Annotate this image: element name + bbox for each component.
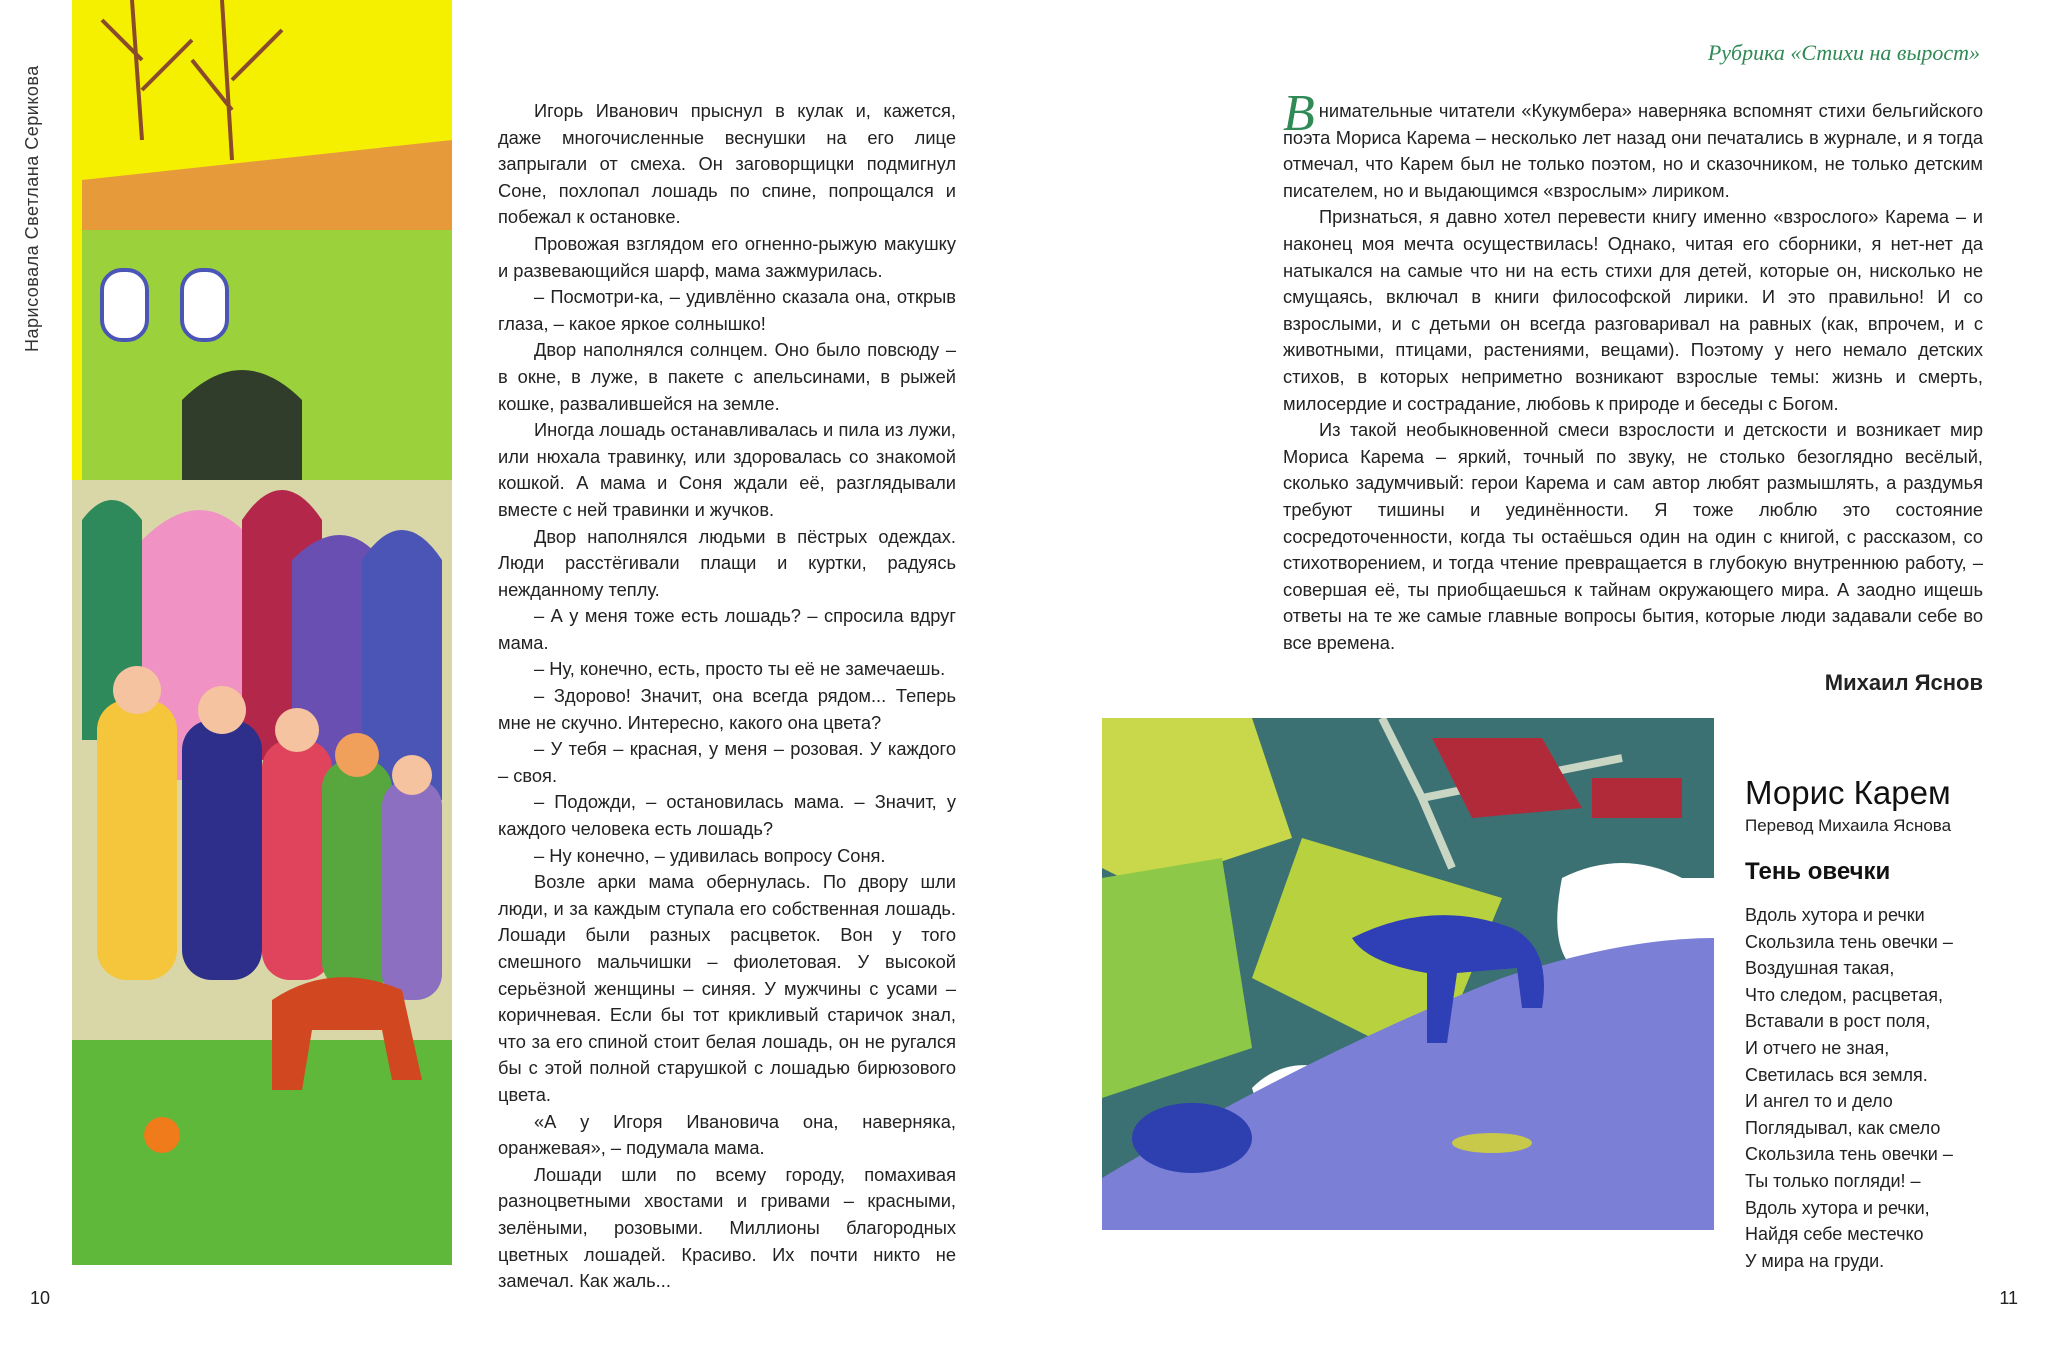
poem-line: Поглядывал, как смело [1745,1117,1941,1138]
story-text [498,98,956,1295]
story-paragraph: – Ну конечно, – удивилась вопросу Соня. [534,844,886,866]
story-paragraph: – У тебя – красная, у меня – розовая. У каждого – своя. [498,738,956,786]
story-paragraph: – Ну, конечно, есть, просто ты её не замечаешь. [534,658,946,680]
poem-line: Ты только погляди! – [1745,1170,1921,1191]
poem-line: Вдоль хутора и речки, [1745,1197,1930,1218]
illustration-credit: Нарисовала Светлана Серикова [22,65,42,352]
poem-translator: Перевод Михаила Яснова [1745,816,1952,835]
story-paragraph: – А у меня тоже есть лошадь? – спросила вдруг мама. [498,605,956,653]
poem-line: И отчего не зная, [1745,1037,1890,1058]
poem-line: Что следом, расцветая, [1745,984,1943,1005]
story-paragraph: – Подожди, – остановилась мама. – Значит, у каждого человека есть лошадь? [498,791,956,840]
poem-author: Морис Карем [1745,774,1951,811]
page-number-left: 10 [30,1288,51,1308]
poem-line: Скользила тень овечки – [1745,931,1953,952]
intro-paragraph: Из такой необыкновенной смеси взрослости и детскости и возникает мир Мориса Карема – яркий, точный по звуку, не столько безоглядно весёлый, сколько задумчивый: герои Карема и сам автор любят размышлять, а раздумья требуют тишины и уединённости. Я тоже люблю это состояние сосредоточенности, когда ты остаёшься один на один с книгой, с рассказом, со стихотворением, и тогда чтение превращается в глубокую внутреннюю работу, – совершая её, ты приобщаешься к тайнам окружающего мира. А заодно ищешь ответы на те же самые главные вопросы бытия, которые люди задавали себе во все времена. [1283,419,1983,653]
poem-lines [1745,902,1995,1274]
story-paragraph: Возле арки мама обернулась. По двору шли люди, и за каждым ступала его собственная лошадь. Лошади были разных расцветок. Вон у того смешного мальчишки – фиолетовая. У высокой серьёзной женщины – синяя. У мужчины с усами – коричневая. Если бы тот крикливый старичок знал, что за его спиной стоит белая лошадь, он не ругался бы с этой полной старушкой с лошадью бирюзового цвета. [498,871,956,1105]
drop-cap: В [1283,85,1315,142]
page-number-right: 11 [1999,1288,2018,1308]
poem-line: Светилась вся земля. [1745,1064,1928,1085]
story-paragraph: Иногда лошадь останавливалась и пила из лужи, или нюхала травинку, или здоровалась со знакомой кошкой. А мама и Соня ждали её, разглядывали вместе с ней травинки и жучков. [498,419,956,520]
intro-text [1283,85,1983,656]
story-paragraph: Двор наполнялся солнцем. Оно было повсюду – в окне, в луже, в пакете с апельсинами, в рыжей кошке, развалившейся на земле. [498,339,956,414]
story-paragraph: Игорь Иванович прыснул в кулак и, кажется, даже многочисленные веснушки на его лице запрыгали от смеха. Он заговорщицки подмигнул Соне, похлопал лошадь по спине, попрощался и побежал к остановке. [498,100,956,228]
story-paragraph: – Здорово! Значит, она всегда рядом... Теперь мне не скучно. Интересно, какого она цвета? [498,685,956,733]
story-paragraph: Провожая взглядом его огненно-рыжую макушку и развевающийся шарф, мама зажмурилась. [498,232,956,281]
intro-first-paragraph [1283,85,1983,204]
poem-line: Скользила тень овечки – [1745,1144,1953,1165]
poem-title: Тень овечки [1745,858,1891,885]
intro-first-paragraph-text: нимательные читатели «Кукумбера» наверняка вспомнят стихи бельгийского поэта Мориса Карема – несколько лет назад они печатались в журнале, и я тогда отмечал, что Карем был не только поэтом, но и сказочником, не только детским писателем, но и выдающимся «взрослым» лириком. [1283,100,1983,201]
author-signature: Михаил Яснов [1824,670,1983,695]
poem-line: И ангел то и дело [1745,1091,1893,1112]
poem-line: Вдоль хутора и речки [1745,905,1925,925]
poem-block [1745,772,1995,1274]
story-paragraph: Двор наполнялся людьми в пёстрых одеждах. Люди расстёгивали плащи и куртки, радуясь нежданному теплу. [498,525,956,600]
story-paragraph: – Посмотри-ка, – удивлённо сказала она, открыв глаза, – какое яркое солнышко! [498,286,956,334]
courtyard-illustration [72,0,452,1265]
poem-line: У мира на груди. [1745,1250,1885,1271]
poem-line: Вставали в рост поля, [1745,1011,1931,1032]
story-paragraph: Лошади шли по всему городу, помахивая разноцветными хвостами и гривами – красными, зелёными, розовыми. Миллионы благородных цветных лошадей. Красиво. Их почти никто не замечал. Как жаль... [498,1163,956,1292]
story-paragraph: «А у Игоря Ивановича она, наверняка, оранжевая», – подумала мама. [498,1110,956,1159]
sheep-shadow-illustration [1102,718,1714,1230]
section-rubric: Рубрика «Стихи на вырост» [1707,40,1980,65]
intro-paragraph: Признаться, я давно хотел перевести книгу именно «взрослого» Карема – и наконец моя мечта осуществилась! Однако, читая его сборники, я нет-нет да натыкался на самые что ни на есть стихи для детей, которые он, нисколько не смущаясь, включал в книги философской лирики. И это правильно! И со взрослыми, и с детьми он всегда разговаривал на равных (как, впрочем, и с животными, птицами, растениями, вещами). Поэтому у него немало детских стихов, в которых неприметно возникают взрослые темы: жизнь и смерть, милосердие и сострадание, любовь к природе и беседы с Богом. [1283,206,1983,414]
poem-line: Найдя себе местечко [1745,1224,1924,1245]
poem-line: Воздушная такая, [1745,958,1895,979]
